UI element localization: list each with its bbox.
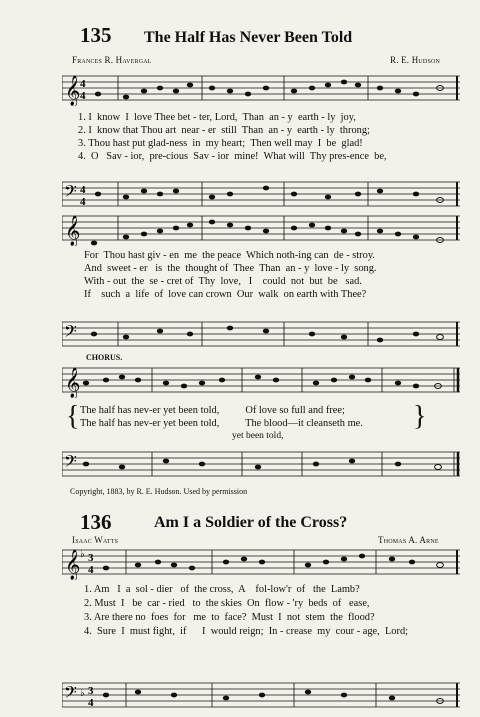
hymn-title-136: Am I a Soldier of the Cross? (154, 514, 348, 531)
svg-text:4: 4 (88, 564, 94, 576)
verse-line-136-4: 4. Sure I must fight, if I would reign; In - crease my cour - age, Lord; (84, 626, 409, 637)
chorus-label: CHORUS. (86, 353, 123, 362)
verse-line-6: And sweet - er is the thought of Thee Than an - y love - ly song. (84, 263, 377, 274)
chorus-brace-left: { (66, 401, 80, 432)
svg-text:♭: ♭ (80, 688, 85, 699)
chorus-line-2: The half has nev-er yet been told, The blood—it cleanseth me. (80, 418, 363, 429)
svg-text:𝄞: 𝄞 (65, 550, 81, 580)
verse-line-3: 3. Thou hast put glad-ness in my heart; Then well may I be glad! (78, 138, 363, 149)
verse-line-1: 1. I know I love Thee bet - ter, Lord, Than an - y earth - ly joy, (78, 112, 356, 123)
verse-line-2: 2. I know that Thou art near - er still Than an - y earth - ly throng; (78, 125, 370, 136)
bass-staff (62, 318, 460, 344)
treble-staff (62, 364, 460, 398)
verse-line-7: With - out the se - cret of Thy love, I could not but be sad. (84, 276, 362, 287)
bass-staff-lines (62, 318, 460, 352)
svg-text:𝄞: 𝄞 (65, 216, 81, 246)
words-credit-136: Isaac Watts (72, 535, 119, 545)
treble-staff-lines (62, 364, 460, 398)
verse-line-136-2: 2. Must I be car - ried to the skies On flow - 'ry beds of ease, (84, 598, 370, 609)
svg-text:4: 4 (80, 90, 86, 102)
music-credit-135: R. E. Hudson (390, 55, 441, 65)
svg-text:4: 4 (88, 697, 94, 709)
verse-line-136-1: 1. Am I a sol - dier of the cross, A fol-low'r of the Lamb? (84, 584, 360, 595)
svg-text:𝄢: 𝄢 (64, 451, 77, 475)
svg-text:4: 4 (80, 196, 86, 208)
copyright-notice: Copyright, 1883, by R. E. Hudson. Used by permission (70, 487, 248, 496)
svg-text:𝄢: 𝄢 (64, 181, 77, 205)
treble-staff-lines (62, 72, 460, 106)
svg-text:𝄞: 𝄞 (65, 76, 81, 106)
treble-staff (62, 212, 460, 246)
verse-line-136-3: 3. Are there no foes for me to face? Must I not stem the flood? (84, 612, 375, 623)
svg-text:3: 3 (88, 552, 94, 564)
bass-staff (62, 679, 460, 709)
svg-text:𝄢: 𝄢 (64, 321, 77, 345)
svg-text:4: 4 (80, 78, 86, 90)
chorus-echo: yet been told, (232, 431, 284, 441)
bass-staff-lines (62, 679, 460, 713)
treble-staff-lines (62, 212, 460, 246)
music-credit-136: Thomas A. Arne (378, 535, 439, 545)
svg-text:♭: ♭ (80, 549, 85, 560)
svg-text:4: 4 (80, 184, 86, 196)
svg-text:𝄞: 𝄞 (65, 368, 81, 398)
hymn-number-136: 136 (80, 510, 112, 534)
verse-line-5: For Thou hast giv - en me the peace Which noth-ing can de - stroy. (84, 250, 375, 261)
chorus-line-1: The half has nev-er yet been told, Of love so full and free; (80, 405, 345, 416)
hymn-title-135: The Half Has Never Been Told (144, 29, 353, 46)
svg-text:𝄢: 𝄢 (64, 682, 77, 706)
words-credit-135: Frances R. Havergal (72, 55, 152, 65)
bass-staff-lines (62, 448, 460, 482)
treble-staff (62, 72, 460, 106)
chorus-brace-right: } (413, 401, 427, 432)
svg-text:3: 3 (88, 685, 94, 697)
treble-staff (62, 546, 460, 580)
hymn-number-135: 135 (80, 23, 112, 47)
bass-staff (62, 448, 460, 474)
verse-line-8: If such a life of love can crown Our walk on earth with Thee? (84, 289, 367, 300)
verse-line-4: 4. O Sav - ior, pre-cious Sav - ior mine! What will Thy pres-ence be, (78, 151, 387, 162)
treble-staff-lines (62, 546, 460, 580)
